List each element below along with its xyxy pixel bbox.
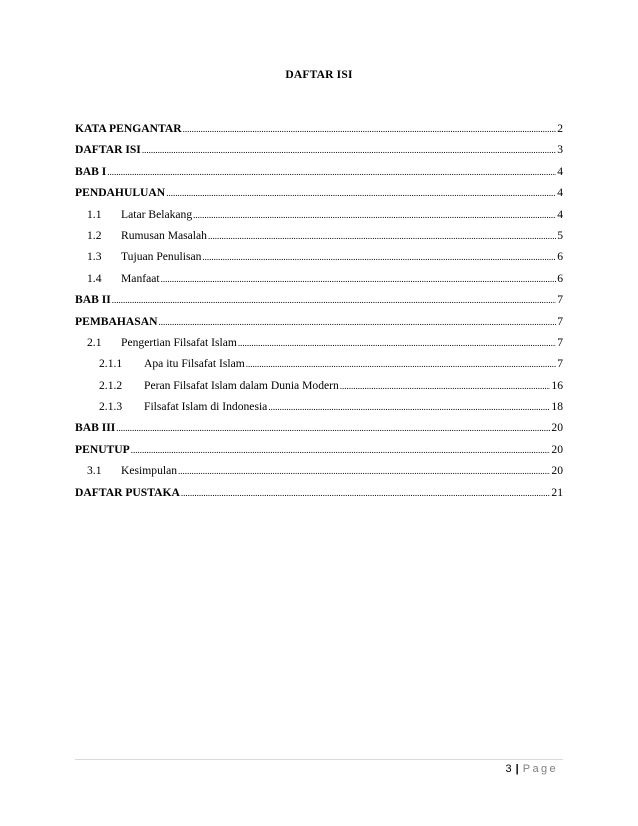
toc-entry[interactable]	[75, 336, 563, 357]
footer-page-label: Page	[522, 763, 558, 775]
toc-leader-dots	[178, 466, 550, 476]
toc-entry-page: 7	[557, 314, 563, 328]
toc-entry-label: Tujuan Penulisan	[121, 250, 202, 264]
toc-entry-page: 6	[557, 250, 563, 264]
toc-entry-label: BAB II	[75, 293, 111, 307]
toc-entry-label: Latar Belakang	[121, 207, 193, 221]
toc-entry-page: 6	[557, 271, 563, 285]
toc-entry-number: 1.3	[87, 250, 102, 264]
toc-entry[interactable]	[75, 143, 563, 164]
page-footer	[506, 763, 559, 775]
toc-entry-label: Pengertian Filsafat Islam	[121, 335, 237, 349]
toc-entry-label: KATA PENGANTAR	[75, 122, 182, 135]
toc-entry-label: DAFTAR PUSTAKA	[75, 485, 180, 499]
toc-entry-number: 1.4	[87, 271, 102, 285]
toc-entry-number: 1.1	[87, 207, 102, 221]
toc-entry-page: 4	[557, 164, 563, 178]
toc-entry[interactable]	[75, 229, 563, 250]
toc-entry-label: PEMBAHASAN	[75, 314, 158, 328]
toc-entry-label: Filsafat Islam di Indonesia	[144, 400, 268, 414]
toc-leader-dots	[268, 402, 550, 412]
toc-entry[interactable]	[75, 272, 563, 293]
toc-entry-page: 7	[557, 357, 563, 371]
footer-separator: |	[515, 763, 519, 775]
toc-entry-label: Kesimpulan	[121, 464, 178, 478]
toc-leader-dots	[131, 445, 551, 455]
toc-leader-dots	[238, 338, 556, 348]
toc-leader-dots	[161, 274, 557, 284]
toc-leader-dots	[181, 488, 551, 498]
toc-entry-page: 3	[557, 143, 563, 157]
toc-entry-page: 5	[557, 228, 563, 242]
toc-leader-dots	[142, 145, 556, 155]
toc-entry-number: 1.2	[87, 228, 102, 242]
toc-leader-dots	[208, 231, 556, 241]
toc-entry-number: 2.1.1	[99, 357, 123, 371]
toc-leader-dots	[183, 124, 557, 134]
toc-entry[interactable]	[75, 186, 563, 207]
table-of-contents	[75, 122, 563, 507]
toc-entry-number: 3.1	[87, 464, 102, 478]
toc-leader-dots	[112, 295, 556, 305]
toc-entry[interactable]	[75, 315, 563, 336]
toc-entry-label: BAB III	[75, 421, 116, 435]
footer-divider	[75, 759, 563, 760]
toc-entry[interactable]	[75, 379, 563, 400]
toc-entry-number: 2.1	[87, 335, 102, 349]
toc-entry-page: 21	[551, 485, 563, 499]
toc-entry-page: 18	[551, 400, 563, 414]
toc-entry-page: 20	[551, 464, 563, 478]
toc-entry-page: 4	[557, 207, 563, 221]
toc-entry[interactable]	[75, 165, 563, 186]
toc-leader-dots	[116, 423, 550, 433]
toc-entry-page: 20	[551, 421, 563, 435]
toc-entry[interactable]	[75, 250, 563, 271]
toc-entry-label: Manfaat	[121, 271, 160, 285]
toc-entry[interactable]	[75, 464, 563, 485]
toc-entry[interactable]	[75, 122, 563, 143]
footer-page-number: 3	[505, 763, 512, 775]
toc-entry-number: 2.1.3	[99, 400, 123, 414]
toc-entry-label: Rumusan Masalah	[121, 228, 207, 242]
toc-entry-number: 2.1.2	[99, 378, 123, 392]
page-title: DAFTAR ISI	[285, 69, 353, 81]
toc-entry-label: DAFTAR ISI	[75, 143, 141, 157]
toc-leader-dots	[158, 317, 556, 327]
toc-leader-dots	[340, 381, 551, 391]
toc-entry-label: Apa itu Filsafat Islam	[144, 357, 245, 371]
toc-leader-dots	[107, 167, 556, 177]
toc-entry[interactable]	[75, 486, 563, 507]
toc-entry[interactable]	[75, 421, 563, 442]
toc-entry-label: BAB I	[75, 164, 107, 178]
toc-entry-page: 4	[557, 186, 563, 200]
toc-entry-page: 20	[551, 442, 563, 456]
toc-entry[interactable]	[75, 443, 563, 464]
toc-entry[interactable]	[75, 293, 563, 314]
toc-entry-label: Peran Filsafat Islam dalam Dunia Modern	[144, 378, 339, 392]
toc-leader-dots	[202, 252, 556, 262]
toc-entry-page: 7	[557, 335, 563, 349]
toc-entry-label: PENDAHULUAN	[75, 186, 166, 200]
toc-leader-dots	[193, 210, 556, 220]
toc-entry[interactable]	[75, 400, 563, 421]
toc-entry-label: PENUTUP	[75, 442, 130, 456]
toc-entry[interactable]	[75, 357, 563, 378]
toc-entry-page: 16	[551, 378, 563, 392]
toc-entry-page: 2	[557, 122, 563, 135]
toc-leader-dots	[246, 359, 556, 369]
toc-leader-dots	[166, 188, 556, 198]
toc-entry[interactable]	[75, 208, 563, 229]
toc-entry-page: 7	[557, 293, 563, 307]
